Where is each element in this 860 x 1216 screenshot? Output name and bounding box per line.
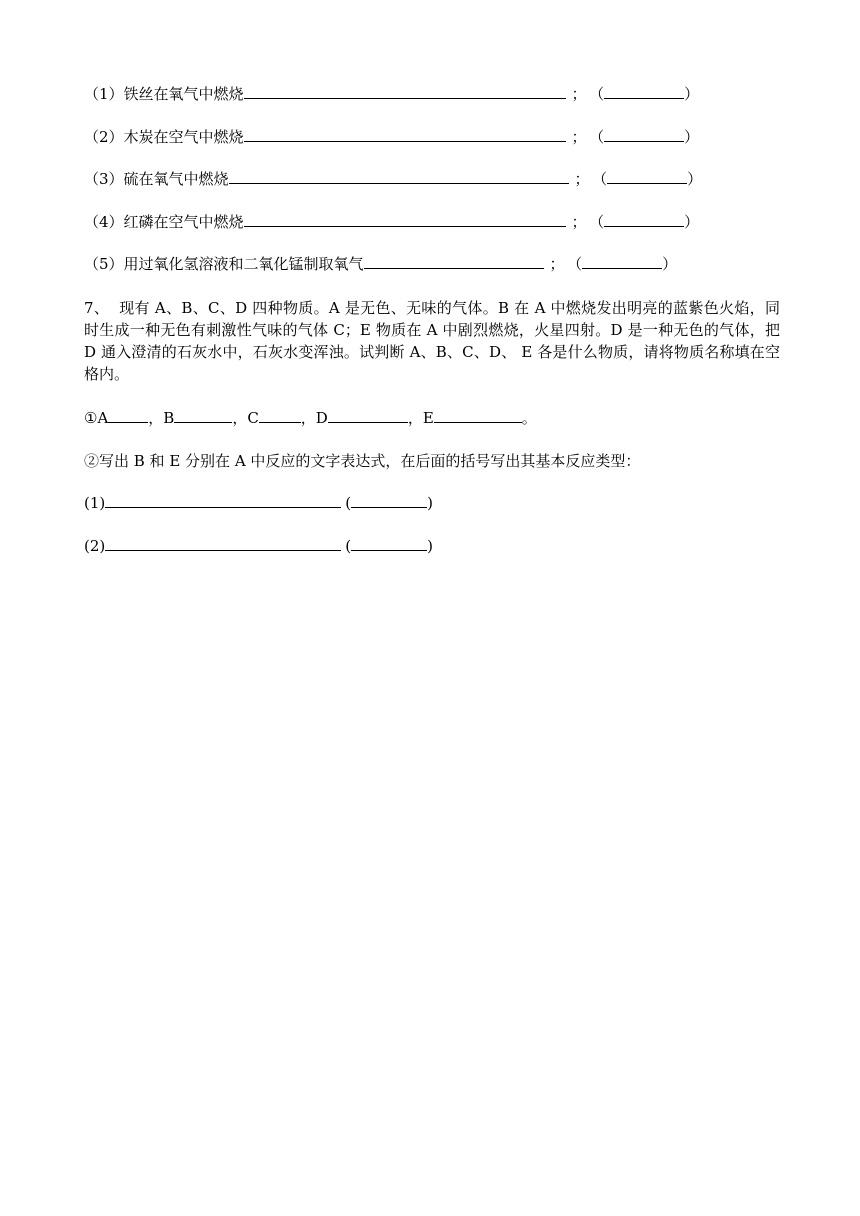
equation-line-3: （3）硫在氧气中燃烧 ； （ ） [84, 170, 703, 188]
reaction-type-blank[interactable] [604, 212, 684, 227]
equation-line-1: （1）铁丝在氧气中燃烧 ； （ ） [84, 85, 700, 103]
blank-b[interactable] [174, 408, 232, 423]
reaction-type-blank[interactable] [604, 84, 684, 99]
expression-blank[interactable] [105, 493, 341, 508]
blank-e[interactable] [434, 408, 522, 423]
equation-label: （2）木炭在空气中燃烧 [84, 128, 244, 146]
expression-blank[interactable] [105, 536, 341, 551]
reaction-type-blank[interactable] [604, 127, 684, 142]
equation-line-2: （2）木炭在空气中燃烧 ； （ ） [84, 128, 700, 146]
answer-blank[interactable] [244, 84, 566, 99]
instruction-line: ②写出 B 和 E 分别在 A 中反应的文字表达式，在后面的括号写出其基本反应类型： [84, 452, 641, 470]
equation-label: （4）红磷在空气中燃烧 [84, 213, 244, 231]
answer-blank[interactable] [244, 212, 566, 227]
answer-blank[interactable] [244, 127, 566, 142]
equation-line-4: （4）红磷在空气中燃烧 ； （ ） [84, 213, 700, 231]
reaction-type-blank[interactable] [607, 169, 687, 184]
answer-blank[interactable] [364, 254, 544, 269]
equation-label: （1）铁丝在氧气中燃烧 [84, 85, 244, 103]
answer-blank[interactable] [229, 169, 569, 184]
question-number: 7、 [84, 299, 110, 317]
reaction-type-blank[interactable] [351, 536, 427, 551]
answer-line-1: (1) ( ) [84, 494, 433, 512]
reaction-type-blank[interactable] [351, 493, 427, 508]
equation-label: （3）硫在氧气中燃烧 [84, 170, 229, 188]
question-text: 现有 A、B、C、D 四种物质。A 是无色、无味的气体。B 在 A 中燃烧发出明亮的蓝紫色火焰，同时生成一种无色有刺激性气味的气体 C；E 物质在 A 中剧烈燃烧，火星四射。D 是一种无色的气体，把 D 通入澄清的石灰水中，石灰水变浑浊。试判断 A、B、C、D、 E 各是什么物质，请将物质名称填在空格内。 [84, 299, 780, 383]
blank-a[interactable] [108, 408, 148, 423]
blank-c[interactable] [259, 408, 301, 423]
answer-line-2: (2) ( ) [84, 537, 433, 555]
question-7 [84, 297, 780, 385]
equation-label: （5）用过氧化氢溶液和二氧化锰制取氧气 [84, 255, 364, 273]
substance-names-line: ①A ，B ，C ，D ，E 。 [84, 409, 537, 427]
blank-d[interactable] [328, 408, 408, 423]
reaction-type-blank[interactable] [582, 254, 662, 269]
equation-line-5: （5）用过氧化氢溶液和二氧化锰制取氧气 ； （ ） [84, 255, 678, 273]
